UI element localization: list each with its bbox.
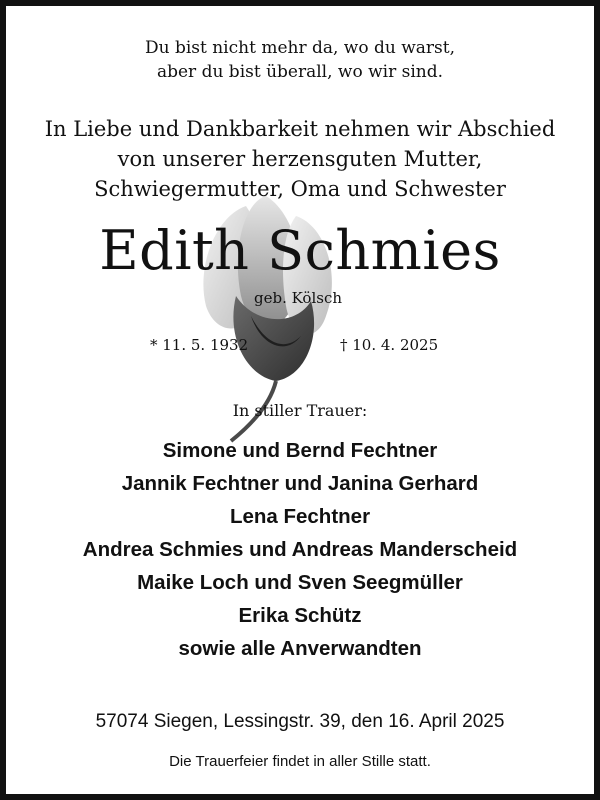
deceased-name: Edith Schmies xyxy=(99,219,501,282)
quote-line: Du bist nicht mehr da, wo du warst, xyxy=(144,38,456,58)
mourner-line: Erika Schütz xyxy=(238,604,362,627)
intro-line: In Liebe und Dankbarkeit nehmen wir Abschied xyxy=(44,117,556,141)
mourners-list xyxy=(6,434,594,665)
address-date-line: 57074 Siegen, Lessingstr. 39, den 16. April 2025 xyxy=(95,711,505,732)
mourner-line: sowie alle Anverwandten xyxy=(178,637,422,660)
intro-line: Schwiegermutter, Oma und Schwester xyxy=(94,177,506,201)
quote-line: aber du bist überall, wo wir sind. xyxy=(156,62,444,82)
memorial-quote xyxy=(6,36,594,84)
intro-line: von unserer herzensguten Mutter, xyxy=(117,147,483,171)
mourning-label: In stiller Trauer: xyxy=(232,401,368,420)
farewell-intro xyxy=(6,114,594,204)
ceremony-note: Die Trauerfeier findet in aller Stille statt. xyxy=(169,753,431,770)
mourner-line: Andrea Schmies und Andreas Manderscheid xyxy=(82,538,518,561)
death-date: † 10. 4. 2025 xyxy=(340,336,439,354)
mourner-line: Simone und Bernd Fechtner xyxy=(162,439,438,462)
birth-date: * 11. 5. 1932 xyxy=(150,336,249,354)
mourner-line: Maike Loch und Sven Seegmüller xyxy=(137,571,463,594)
maiden-name: geb. Kölsch xyxy=(254,289,343,307)
mourner-line: Jannik Fechtner und Janina Gerhard xyxy=(121,472,479,495)
mourner-line: Lena Fechtner xyxy=(229,505,371,528)
